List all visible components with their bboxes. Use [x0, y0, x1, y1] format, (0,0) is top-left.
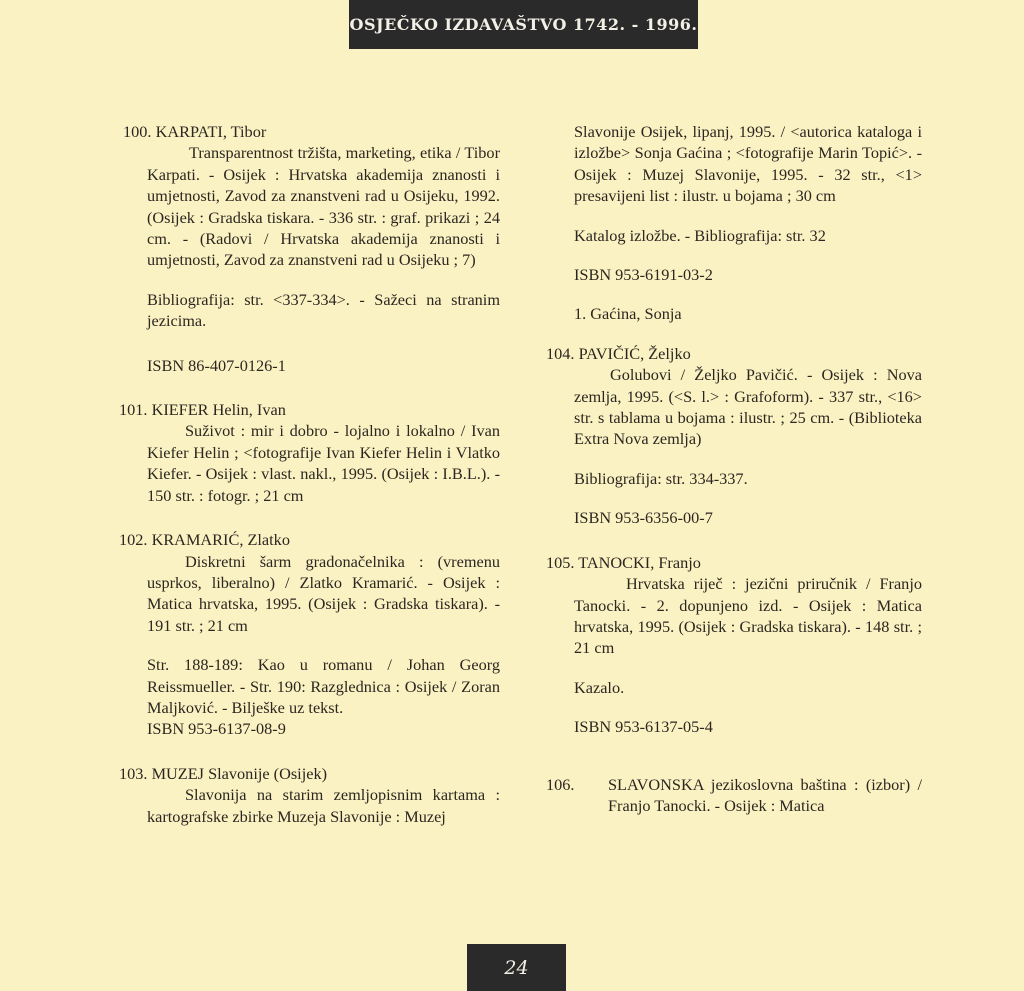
entry-104-heading: 104. PAVIČIĆ, Željko: [546, 343, 691, 363]
entry-101-body: Suživot : mir i dobro - lojalno i lokalno / Ivan Kiefer Helin ; <fotografije Ivan Kiefer Helin i Vlatko Kiefer. - Osijek : vlast. nakl., 1995. (Osijek : I.B.L.). - 150 str. : fotogr. ; 21 cm: [147, 421, 500, 505]
entry-104-body: Golubovi / Željko Pavičić. - Osijek : Nova zemlja, 1995. (<S. l.> : Grafoform). - 337 str., <16> str. s tablama u bojama : ilustr. ; 25 cm. - (Biblioteka Extra Nova zemlja): [574, 365, 922, 449]
running-header: [349, 0, 698, 49]
header-title: OSJEČKO IZDAVAŠTVO 1742. - 1996.: [349, 15, 698, 34]
entry-103-note: Katalog izložbe. - Bibliografija: str. 32: [574, 225, 826, 245]
entry-100-heading: 100. KARPATI, Tibor: [123, 122, 267, 141]
entry-105-note: Kazalo.: [574, 677, 625, 697]
entry-106-number: 106.: [546, 774, 575, 794]
entry-106: [546, 774, 922, 817]
entry-106-body: SLAVONSKA jezikoslovna baština : (izbor) / Franjo Tanocki. - Osijek : Matica: [608, 774, 922, 815]
entry-103-heading: 103. MUZEJ Slavonije (Osijek): [119, 763, 328, 783]
entry-103-isbn: ISBN 953-6191-03-2: [574, 265, 713, 285]
entry-103-continuation-body: Slavonije Osijek, lipanj, 1995. / <autorica kataloga i izložbe> Sonja Gaćina ; <fotografije Marin Topić>. - Osijek : Muzej Slavonije, 1995. - 32 str., <1> presavijeni list : ilustr. u bojama ; 30 cm: [574, 122, 922, 206]
page-number-box: [467, 944, 566, 991]
entry-100-isbn: ISBN 86-407-0126-1: [147, 355, 286, 375]
entry-104-note: Bibliografija: str. 334-337.: [574, 468, 748, 488]
entry-103-index: 1. Gaćina, Sonja: [574, 304, 682, 324]
entry-105-isbn: ISBN 953-6137-05-4: [574, 717, 713, 737]
entry-100-body: Transparentnost tržišta, marketing, etika / Tibor Karpati. - Osijek : Hrvatska akademija znanosti i umjetnosti, Zavod za znanstveni rad u Osijeku, 1992. (Osijek : Gradska tiskara. - 336 str. : graf. prikazi ; 24 cm. - (Radovi / Hrvatska akademija znanosti i umjetnosti, Zavod za znanstveni rad u Osijeku ; 7): [147, 143, 500, 270]
entry-101-heading: 101. KIEFER Helin, Ivan: [119, 400, 286, 420]
right-column: [546, 121, 922, 816]
entry-102-note: Str. 188-189: Kao u romanu / Johan Georg Reissmueller. - Str. 190: Razglednica : Osijek / Zoran Maljković. - Bilješke uz tekst.: [147, 655, 500, 717]
entry-105-heading: 105. TANOCKI, Franjo: [546, 552, 701, 572]
entry-104-isbn: ISBN 953-6356-00-7: [574, 508, 713, 528]
entry-105-body: Hrvatska riječ : jezični priručnik / Franjo Tanocki. - 2. dopunjeno izd. - Osijek : Matica hrvatska, 1995. (Osijek : Gradska tiskara). - 148 str. ; 21 cm: [574, 574, 922, 658]
entry-102-isbn: ISBN 953-6137-08-9: [147, 719, 286, 739]
entry-102-heading: 102. KRAMARIĆ, Zlatko: [119, 530, 290, 550]
entry-103-body: Slavonija na starim zemljopisnim kartama : kartografske zbirke Muzeja Slavonije : Muzej: [147, 785, 500, 826]
entry-100-note: Bibliografija: str. <337-334>. - Sažeci na stranim jezicima.: [147, 289, 500, 331]
page-number: 24: [504, 956, 529, 979]
entry-102-body: Diskretni šarm gradonačelnika : (vremenu usprkos, liberalno) / Zlatko Kramarić. - Osijek : Matica hrvatska, 1995. (Osijek : Gradska tiskara). - 191 str. ; 21 cm: [147, 551, 500, 635]
left-column: [119, 121, 500, 827]
